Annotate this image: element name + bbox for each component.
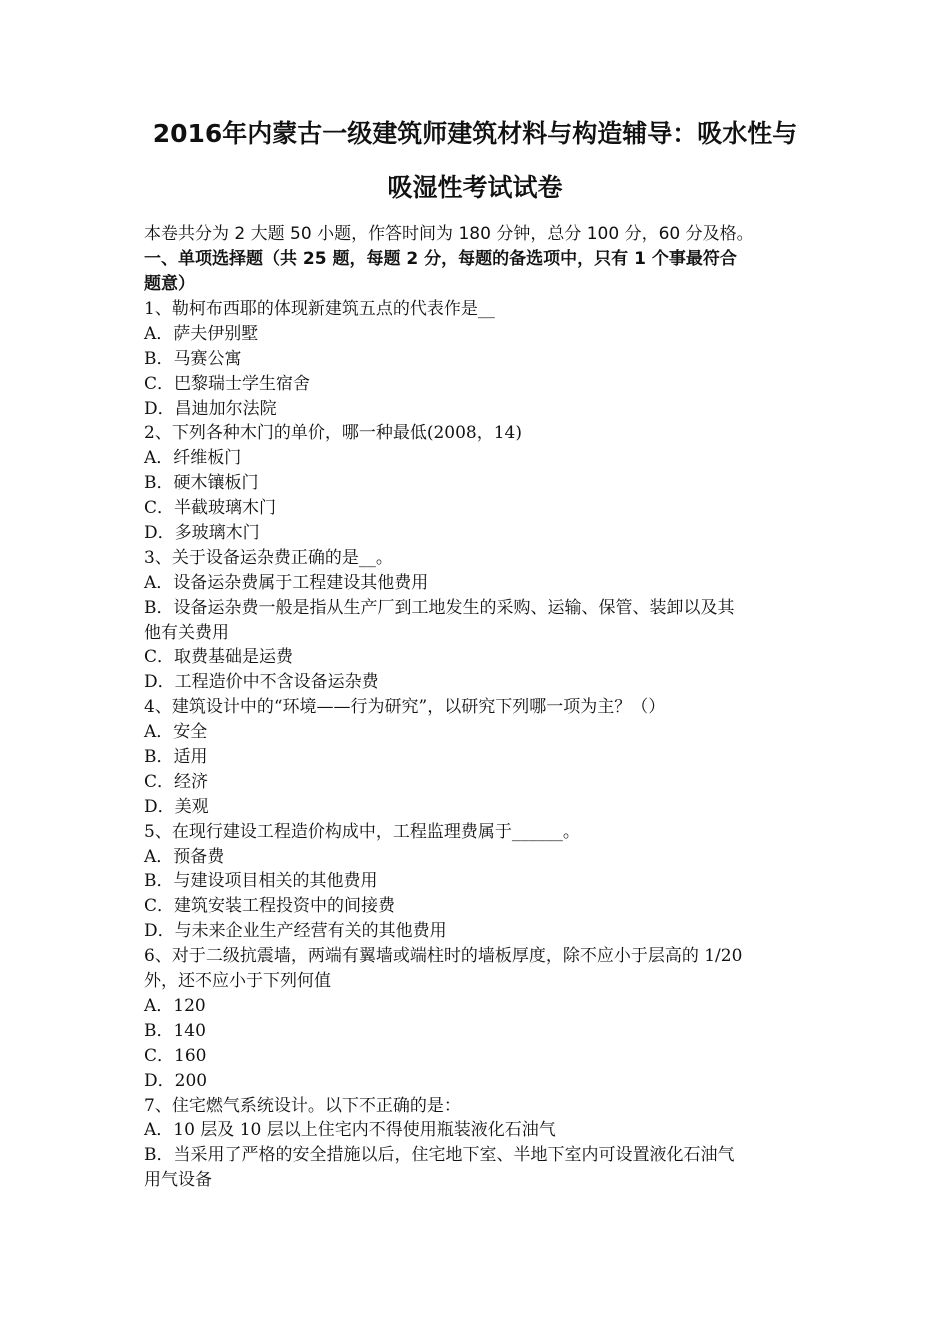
question-option: D．美观 (144, 796, 209, 817)
question-option: 他有关费用 (144, 622, 229, 643)
question-6 (144, 944, 814, 1093)
question-5 (144, 820, 814, 944)
question-option: C．半截玻璃木门 (144, 498, 277, 519)
question-option: A．纤维板门 (144, 448, 242, 469)
question-option: D．昌迪加尔法院 (144, 398, 277, 419)
question-option: B．硬木镶板门 (144, 473, 259, 494)
question-list (144, 297, 814, 1193)
question-option: C．经济 (144, 771, 209, 792)
question-stem: 3、关于设备运杂费正确的是__。 (144, 547, 393, 568)
question-option: C．建筑安装工程投资中的间接费 (144, 896, 396, 917)
question-option: A．设备运杂费属于工程建设其他费用 (144, 572, 429, 593)
document-title-line-2: 吸湿性考试试卷 (387, 173, 563, 202)
question-stem: 4、建筑设计中的“环境——行为研究”，以研究下列哪一项为主？（） (144, 697, 666, 718)
question-option: D．工程造价中不含设备运杂费 (144, 672, 379, 693)
question-option: 用气设备 (144, 1170, 212, 1191)
question-option: C．巴黎瑞士学生宿舍 (144, 373, 311, 394)
question-stem: 7、住宅燃气系统设计。以下不正确的是： (144, 1095, 461, 1116)
section-heading-line-2: 题意） (144, 274, 195, 294)
question-option: B．马赛公寓 (144, 348, 242, 369)
question-option: C．取费基础是运费 (144, 647, 294, 668)
question-option: A．预备费 (144, 846, 225, 867)
question-option: B．与建设项目相关的其他费用 (144, 871, 378, 892)
question-option: C．160 (144, 1045, 207, 1066)
question-option: B．设备运杂费一般是指从生产厂到工地发生的采购、运输、保管、装卸以及其 (144, 597, 735, 618)
question-stem: 6、对于二级抗震墙，两端有翼墙或端柱时的墙板厚度，除不应小于层高的 1/20 (144, 946, 743, 967)
question-option: A．安全 (144, 722, 208, 743)
question-4 (144, 695, 814, 819)
section-heading-line-1: 一、单项选择题（共 25 题，每题 2 分，每题的备选项中，只有 1 个事最符合 (144, 249, 737, 269)
question-option: B．当采用了严格的安全措施以后，住宅地下室、半地下室内可设置液化石油气 (144, 1145, 735, 1166)
question-stem: 外，还不应小于下列何值 (144, 971, 331, 992)
question-3 (144, 546, 814, 695)
question-1 (144, 297, 814, 421)
document-title-line-1: 2016年内蒙古一级建筑师建筑材料与构造辅导：吸水性与 (152, 119, 798, 148)
question-option: A．120 (144, 995, 206, 1016)
section-heading (144, 247, 808, 297)
question-option: B．适用 (144, 747, 208, 768)
question-stem: 2、下列各种木门的单价，哪一种最低(2008，14) (144, 423, 522, 444)
question-2 (144, 421, 814, 545)
question-option: D．与未来企业生产经营有关的其他费用 (144, 921, 447, 942)
question-stem: 5、在现行建设工程造价构成中，工程监理费属于______。 (144, 821, 580, 842)
exam-summary: 本卷共分为 2 大题 50 小题，作答时间为 180 分钟，总分 100 分，60 分及格。 (144, 224, 754, 244)
question-7 (144, 1094, 814, 1194)
question-option: D．多玻璃木门 (144, 523, 260, 544)
question-option: D．200 (144, 1070, 208, 1091)
question-stem: 1、勒柯布西耶的体现新建筑五点的代表作是__ (144, 299, 495, 319)
question-option: B．140 (144, 1020, 206, 1041)
question-option: A．10 层及 10 层以上住宅内不得使用瓶装液化石油气 (144, 1120, 556, 1141)
question-option: A．萨夫伊别墅 (144, 323, 259, 344)
